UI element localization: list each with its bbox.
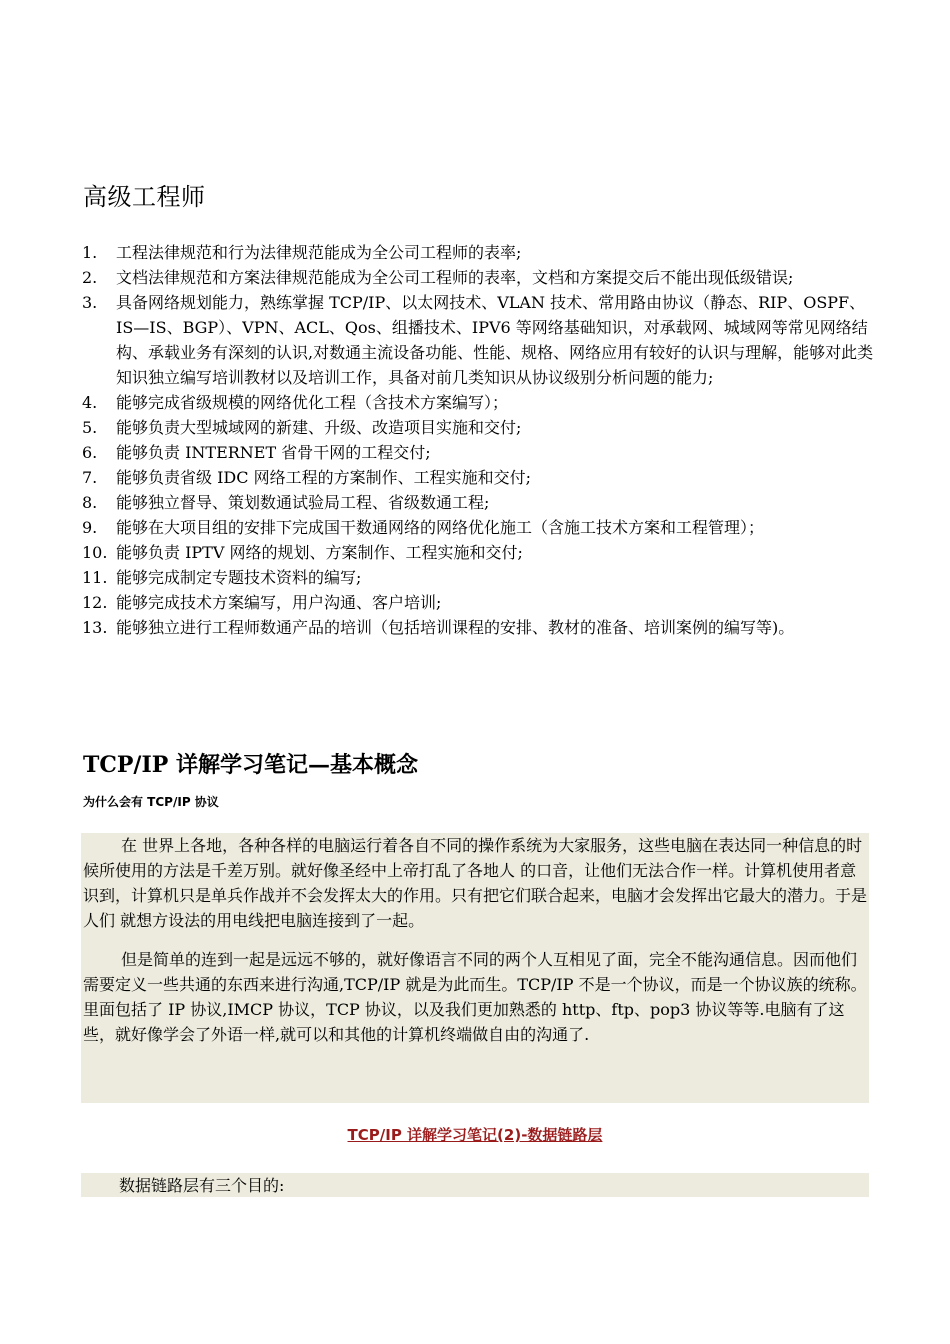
paragraph: 在 世界上各地，各种各样的电脑运行着各自不同的操作系统为大家服务，这些电脑在表达同一种信息的时候所使用的方法是千差万别。就好像圣经中上帝打乱了各地人 的口音，让他们无法合作一样。计算机使用者意识到，计算机只是单兵作战并不会发挥太大的作用。只有把它们联合起来，电脑才会发挥出它最大的潜力。于是人们 就想方设法的用电线把电脑连接到了一起。: [83, 836, 868, 930]
section-title-senior-engineer: 高级工程师: [83, 183, 206, 211]
list-item: 5. 能够负责大型城域网的新建、升级、改造项目实施和交付;: [82, 418, 522, 437]
list-item: 8. 能够独立督导、策划数通试验局工程、省级数通工程;: [82, 493, 490, 512]
list-item: 11. 能够完成制定专题技术资料的编写;: [82, 568, 362, 587]
list-item: 1. 工程法律规范和行为法律规范能成为全公司工程师的表率;: [82, 243, 522, 262]
paragraph: 但是简单的连到一起是远远不够的，就好像语言不同的两个人互相见了面，完全不能沟通信息。因而他们需要定义一些共通的东西来进行沟通,TCP/IP 就是为此而生。TCP/IP 不是一个协议，而是一个协议族的统称。里面包括了 IP 协议,IMCP 协议，TCP 协议，以及我们更加熟悉的 http、ftp、pop3 协议等等.电脑有了这些，就好像学会了外语一样,就可以和其他的计算机终端做自由的沟通了.: [83, 950, 867, 1044]
subsection-title: 为什么会有 TCP/IP 协议: [83, 795, 219, 809]
list-item: 9. 能够在大项目组的安排下完成国干数通网络的网络优化施工（含施工技术方案和工程管理）；: [82, 518, 765, 537]
list-item: 6. 能够负责 INTERNET 省骨干网的工程交付;: [82, 443, 431, 462]
section-title-tcpip-basics: TCP/IP 详解学习笔记—基本概念: [83, 752, 418, 778]
list-item: 12. 能够完成技术方案编写，用户沟通、客户培训;: [82, 593, 442, 612]
article-link-heading: [0, 1124, 950, 1145]
list-item: 4. 能够完成省级规模的网络优化工程（含技术方案编写）；: [82, 393, 509, 412]
list-item: 10. 能够负责 IPTV 网络的规划、方案制作、工程实施和交付;: [82, 543, 523, 562]
list-item: 7. 能够负责省级 IDC 网络工程的方案制作、工程实施和交付;: [82, 468, 531, 487]
shaded-text-block: [81, 833, 869, 1103]
list-item: 2. 文档法律规范和方案法律规范能成为全公司工程师的表率，文档和方案提交后不能出现低级错误;: [82, 268, 794, 287]
list-item: 3. 具备网络规划能力，熟练掌握 TCP/IP、以太网技术、VLAN 技术、常用路由协议（静态、RIP、OSPF、IS—IS、BGP）、VPN、ACL、Qos、组播技术、IPV6 等网络基础知识，对承载网、城域网等常见网络结构、承载业务有深刻的认识,对数通主流设备功能、性能、规格、网络应用有较好的认识与理解，能够对此类知识独立编写培训教材以及培训工作，具备对前几类知识从协议级别分析问题的能力;: [82, 293, 874, 387]
data-link-layer-link[interactable]: TCP/IP 详解学习笔记(2)-数据链路层: [347, 1126, 603, 1144]
shaded-text-block: [81, 1173, 869, 1197]
list-item: 13. 能够独立进行工程师数通产品的培训（包括培训课程的安排、教材的准备、培训案例的编写等)。: [82, 618, 795, 637]
requirements-list: [82, 240, 882, 640]
paragraph: 数据链路层有三个目的:: [119, 1176, 285, 1195]
